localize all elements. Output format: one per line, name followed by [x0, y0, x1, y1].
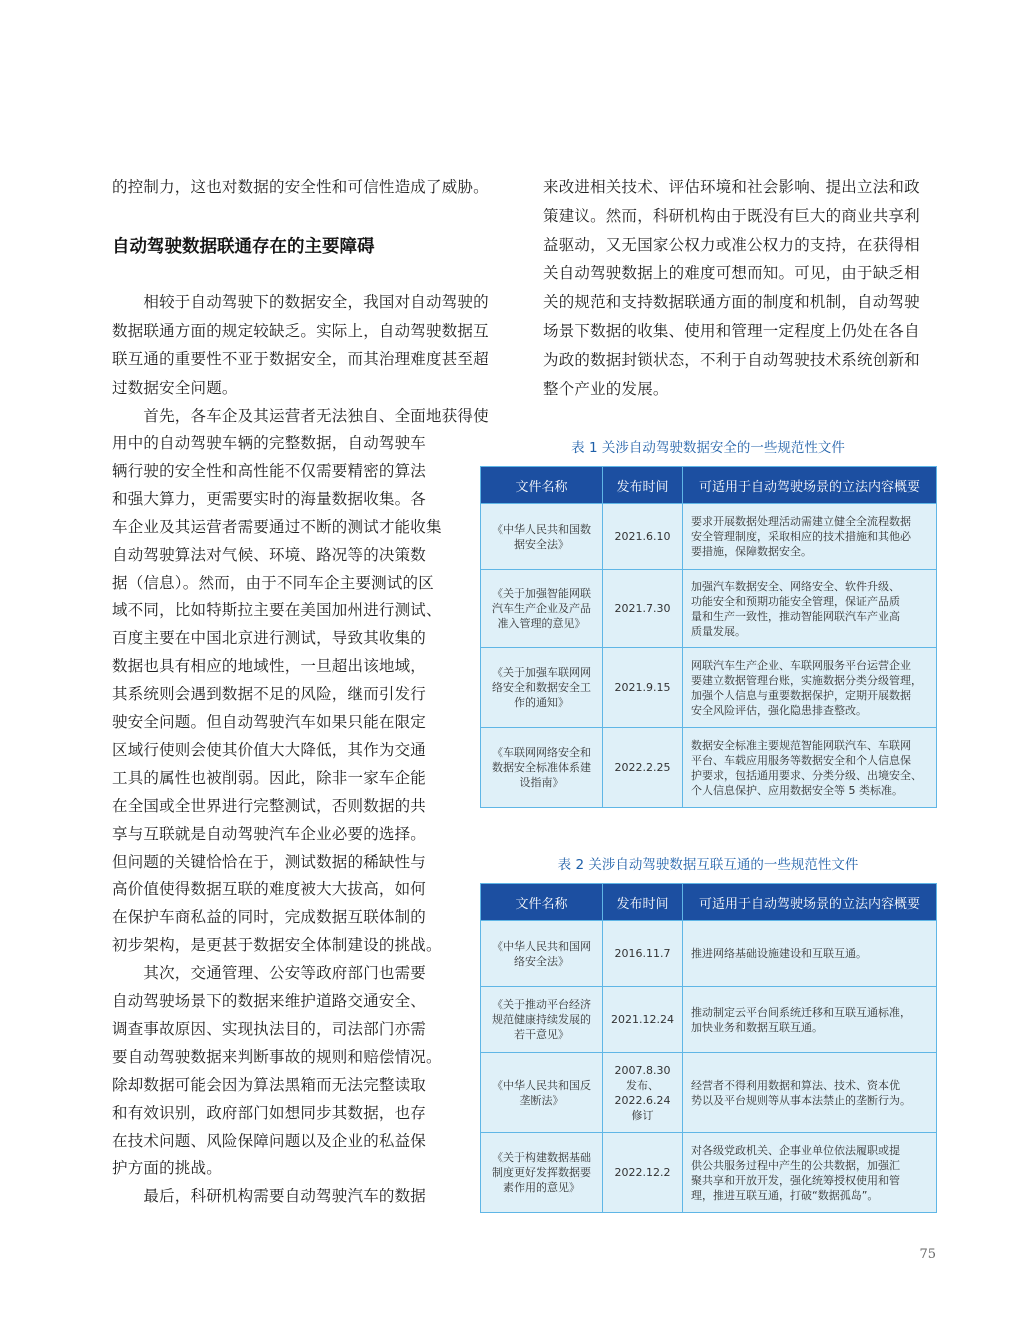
text-line: 数据也具有相应的地域性，一旦超出该地域，	[112, 657, 427, 676]
cell-line: 数据安全标准主要规范智能网联汽车、车联网	[691, 738, 911, 752]
summary-cell	[683, 728, 937, 808]
table-header-cell: 可适用于自动驾驶场景的立法内容概要	[683, 884, 937, 921]
summary-cell	[683, 987, 937, 1053]
summary-cell	[683, 1133, 937, 1213]
text-line: 最后，科研机构需要自动驾驶汽车的数据	[112, 1187, 427, 1206]
cell-line: 发布、	[626, 1078, 659, 1092]
doc-name-cell	[481, 570, 603, 648]
page-number: 75	[919, 1247, 936, 1262]
text-line: 自动驾驶场景下的数据来维护道路交通安全、	[112, 992, 427, 1010]
text-line: 过数据安全问题。	[112, 378, 238, 397]
cell-line: 要建立数据管理台账，实施数据分类分级管理，	[691, 673, 922, 687]
text-line: 高价值使得数据互联的难度被大大拔高，如何	[112, 880, 427, 899]
cell-line: 规范健康持续发展的	[492, 1013, 591, 1026]
table-header-cell: 文件名称	[481, 884, 603, 921]
text-line: 首先，各车企及其运营者无法独自、全面地获得使	[112, 407, 489, 426]
text-line: 辆行驶的安全性和高性能不仅需要精密的算法	[112, 461, 427, 480]
cell-line: 安全管理制度，采取相应的技术措施和其他必	[691, 530, 911, 543]
table2-caption: 表 2 关涉自动驾驶数据互联互通的一些规范性文件	[557, 857, 859, 873]
cell-line: 护要求，包括通用要求、分类分级、出境安全、	[691, 768, 922, 782]
text-line: 关的规范和支持数据联通方面的制度和机制，自动驾驶	[543, 293, 920, 312]
doc-name-cell	[481, 728, 603, 808]
cell-line: 据安全法》	[514, 537, 569, 551]
text-line: 益驱动，又无国家公权力或准公权力的支持，在获得相	[543, 235, 920, 254]
cell-line: 平台、车载应用服务等数据安全和个人信息保	[691, 753, 911, 767]
text-line: 除却数据可能会因为算法黑箱而无法完整读取	[112, 1075, 427, 1094]
table-row	[481, 987, 937, 1053]
table-row	[481, 1133, 937, 1213]
cell-line: 准入管理的意见》	[497, 617, 586, 630]
table-row	[481, 728, 937, 808]
date-cell	[603, 1053, 683, 1133]
cell-line: 《中华人民共和国数	[492, 522, 591, 536]
text-line: 工具的属性也被削弱。因此，除非一家车企能	[112, 768, 427, 787]
cell-line: 2022.2.25	[614, 761, 671, 774]
cell-line: 垄断法》	[519, 1093, 564, 1107]
summary-cell	[683, 1053, 937, 1133]
text-line: 数据联通方面的规定较缺乏。实际上，自动驾驶数据互	[112, 321, 489, 340]
table-header-cell: 文件名称	[481, 467, 603, 504]
doc-name-cell	[481, 987, 603, 1053]
date-cell	[603, 728, 683, 808]
cell-line: 《中华人民共和国反	[492, 1078, 591, 1092]
cell-line: 《关于加强智能网联	[492, 587, 591, 600]
cell-line: 势以及平台规则等从事本法禁止的垄断行为。	[691, 1093, 911, 1107]
text-line: 调查事故原因、实现执法目的，司法部门亦需	[112, 1019, 427, 1038]
text-line: 和有效识别，政府部门如想同步其数据，也存	[112, 1103, 427, 1122]
date-cell	[603, 921, 683, 987]
text-line: 车企业及其运营者需要通过不断的测试才能收集	[112, 517, 442, 536]
cell-line: 数据安全标准体系建	[492, 761, 591, 774]
table-header-cell: 可适用于自动驾驶场景的立法内容概要	[683, 467, 937, 504]
cell-line: 络安全法》	[514, 954, 569, 968]
text-line: 自动驾驶算法对气候、环境、路况等的决策数	[112, 545, 427, 564]
cell-line: 2021.9.15	[614, 681, 671, 694]
cell-line: 2007.8.30	[614, 1063, 671, 1077]
table1-caption: 表 1 关涉自动驾驶数据安全的一些规范性文件	[571, 440, 845, 456]
text-line: 据（信息）。然而，由于不同车企主要测试的区	[112, 573, 434, 592]
date-cell	[603, 504, 683, 570]
cell-line: 修订	[631, 1108, 654, 1122]
cell-line: 网联汽车生产企业、车联网服务平台运营企业	[691, 658, 911, 672]
cell-line: 若干意见》	[514, 1028, 569, 1041]
cell-line: 2021.6.10	[614, 530, 671, 543]
text-line: 初步架构，是更甚于数据安全体制建设的挑战。	[112, 936, 442, 955]
doc-name-cell	[481, 921, 603, 987]
text-line: 护方面的挑战。	[112, 1159, 222, 1178]
cell-line: 2021.7.30	[614, 602, 671, 615]
cell-line: 加强汽车数据安全、网络安全、软件升级、	[691, 579, 900, 593]
cell-line: 《关于构建数据基础	[492, 1151, 591, 1164]
table-row	[481, 648, 937, 728]
text-line: 相较于自动驾驶下的数据安全，我国对自动驾驶的	[112, 293, 489, 311]
text-line: 关自动驾驶数据上的难度可想而知。可见，由于缺乏相	[543, 264, 920, 283]
text-line: 其系统则会遇到数据不足的风险，继而引发行	[112, 685, 427, 704]
text-line: 要自动驾驶数据来判断事故的规则和赔偿情况。	[112, 1047, 442, 1066]
cell-line: 理，推进互联互通，打破“数据孤岛”。	[691, 1188, 879, 1202]
cell-line: 量和生产一致性，推动智能网联汽车产业高	[691, 609, 900, 623]
text-line: 联互通的重要性不亚于数据安全，而其治理难度甚至超	[112, 350, 489, 369]
doc-name-cell	[481, 1053, 603, 1133]
date-cell	[603, 1133, 683, 1213]
date-cell	[603, 987, 683, 1053]
text-line: 来改进相关技术、评估环境和社会影响、提出立法和政	[543, 178, 920, 196]
table-header-row	[481, 467, 937, 504]
cell-line: 《关于推动平台经济	[492, 998, 591, 1011]
text-line: 在技术问题、风险保障问题以及企业的私益保	[112, 1131, 427, 1150]
cell-line: 作的通知》	[514, 696, 569, 709]
summary-cell	[683, 921, 937, 987]
table-header-cell: 发布时间	[603, 467, 683, 504]
date-cell	[603, 570, 683, 648]
text-line: 整个产业的发展。	[543, 379, 669, 398]
cell-line: 2021.12.24	[611, 1013, 674, 1026]
table-row	[481, 570, 937, 648]
cell-line: 要求开展数据处理活动需建立健全全流程数据	[691, 515, 911, 528]
table-header-row	[481, 884, 937, 921]
cell-line: 推动制定云平台间系统迁移和互联互通标准，	[691, 1005, 911, 1019]
cell-line: 加快业务和数据互联互通。	[691, 1020, 823, 1034]
cell-line: 制度更好发挥数据要	[492, 1166, 591, 1179]
text-line: 在全国或全世界进行完整测试，否则数据的共	[112, 796, 427, 815]
text-line: 其次，交通管理、公安等政府部门也需要	[112, 964, 427, 983]
cell-line: 安全风险评估，强化隐患排查整改。	[691, 703, 867, 717]
left-top-line: 的控制力，这也对数据的安全性和可信性造成了威胁。	[112, 178, 489, 196]
cell-line: 供公共服务过程中产生的公共数据，加强汇	[691, 1158, 900, 1172]
text-line: 区域行使则会使其价值大大降低，其作为交通	[112, 740, 427, 759]
summary-cell	[683, 648, 937, 728]
cell-line: 《关于加强车联网网	[492, 666, 591, 679]
date-cell	[603, 648, 683, 728]
cell-line: 对各级党政机关、企事业单位依法履职或提	[691, 1143, 900, 1157]
cell-line: 聚共享和开放开发，强化统筹授权使用和管	[691, 1173, 900, 1187]
cell-line: 要措施，保障数据安全。	[691, 545, 812, 558]
table-row	[481, 504, 937, 570]
cell-line: 功能安全和预期功能安全管理，保证产品质	[691, 594, 900, 608]
cell-line: 经营者不得利用数据和算法、技术、资本优	[691, 1078, 900, 1092]
doc-name-cell	[481, 1133, 603, 1213]
doc-name-cell	[481, 504, 603, 570]
text-line: 但问题的关键恰恰在于，测试数据的稀缺性与	[112, 852, 427, 871]
summary-cell	[683, 504, 937, 570]
cell-line: 汽车生产企业及产品	[492, 602, 591, 615]
cell-line: 设指南》	[519, 776, 564, 789]
text-line: 为政的数据封锁状态，不利于自动驾驶技术系统创新和	[543, 350, 920, 369]
cell-line: 《车联网网络安全和	[492, 746, 591, 759]
table-row	[481, 1053, 937, 1133]
table1	[480, 466, 937, 808]
doc-name-cell	[481, 648, 603, 728]
summary-cell	[683, 570, 937, 648]
cell-line: 素作用的意见》	[503, 1181, 580, 1194]
cell-line: 络安全和数据安全工	[492, 681, 591, 694]
cell-line: 2022.12.2	[614, 1166, 671, 1179]
text-line: 场景下数据的收集、使用和管理一定程度上仍处在各自	[543, 322, 920, 340]
section-heading: 自动驾驶数据联通存在的主要障碍	[112, 237, 375, 257]
table-row	[481, 921, 937, 987]
text-line: 用中的自动驾驶车辆的完整数据，自动驾驶车	[112, 434, 427, 452]
cell-line: 《中华人民共和国网	[492, 939, 591, 953]
table-header-cell: 发布时间	[603, 884, 683, 921]
table2	[480, 883, 937, 1213]
cell-line: 个人信息保护、应用数据安全等 5 类标准。	[691, 783, 903, 797]
cell-line: 推进网络基础设施建设和互联互通。	[691, 947, 867, 960]
text-line: 和强大算力，更需要实时的海量数据收集。各	[112, 489, 427, 508]
cell-line: 2022.6.24	[614, 1093, 671, 1107]
text-line: 策建议。然而，科研机构由于既没有巨大的商业共享利	[543, 206, 920, 225]
text-line: 驶安全问题。但自动驾驶汽车如果只能在限定	[112, 713, 427, 731]
cell-line: 加强个人信息与重要数据保护，定期开展数据	[691, 688, 911, 702]
cell-line: 2016.11.7	[614, 947, 671, 960]
text-line: 域不同，比如特斯拉主要在美国加州进行测试、	[112, 601, 442, 620]
cell-line: 质量发展。	[691, 624, 746, 638]
text-line: 在保护车商私益的同时，完成数据互联体制的	[112, 908, 427, 927]
text-line: 享与互联就是自动驾驶汽车企业必要的选择。	[112, 824, 427, 843]
text-line: 百度主要在中国北京进行测试，导致其收集的	[112, 629, 427, 648]
